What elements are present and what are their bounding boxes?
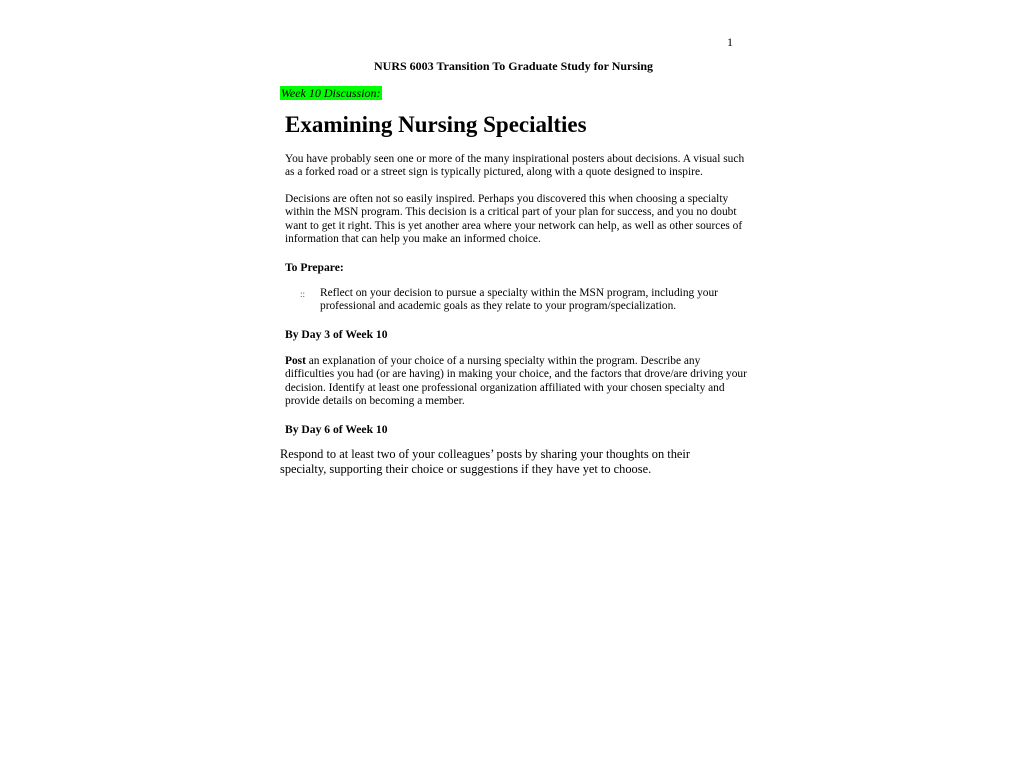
page-title: Examining Nursing Specialties xyxy=(285,112,587,137)
week-label: Week 10 Discussion: xyxy=(281,86,381,100)
day6-heading: By Day 6 of Week 10 xyxy=(285,423,388,436)
day3-text: an explanation of your choice of a nursing specialty within the program. Describe any difficulties you had (or are having) in making your choice, and the factors that drove/are driving your decision. Identify at least one professional organization affiliated with your chosen specialty and provide details on becoming a member. xyxy=(285,355,747,407)
intro-paragraph: You have probably seen one or more of the many inspirational posters about decisions. A visual such as a forked road or a street sign is typically pictured, along with a quote designed to inspire. xyxy=(285,153,745,179)
second-paragraph: Decisions are often not so easily inspired. Perhaps you discovered this when choosing a specialty within the MSN program. This decision is a critical part of your plan for success, and you no doubt want to get it right. This is yet another area where your network can help, as well as other sources of information that can help you make an informed choice. xyxy=(285,193,743,245)
page-number: 1 xyxy=(727,35,733,49)
day3-heading: By Day 3 of Week 10 xyxy=(285,328,388,341)
bullet-marker: :: xyxy=(300,289,306,299)
post-lead-word: Post xyxy=(285,355,306,367)
day6-paragraph: Respond to at least two of your colleagues’ posts by sharing your thoughts on their specialty, supporting their choice or suggestions if they have yet to choose. xyxy=(280,447,690,477)
day3-paragraph xyxy=(285,355,747,408)
prepare-bullet-text: Reflect on your decision to pursue a specialty within the MSN program, including your professional and academic goals as they relate to your program/specialization. xyxy=(320,287,718,313)
course-title: NURS 6003 Transition To Graduate Study for Nursing xyxy=(374,59,654,73)
to-prepare-heading: To Prepare: xyxy=(285,261,344,274)
